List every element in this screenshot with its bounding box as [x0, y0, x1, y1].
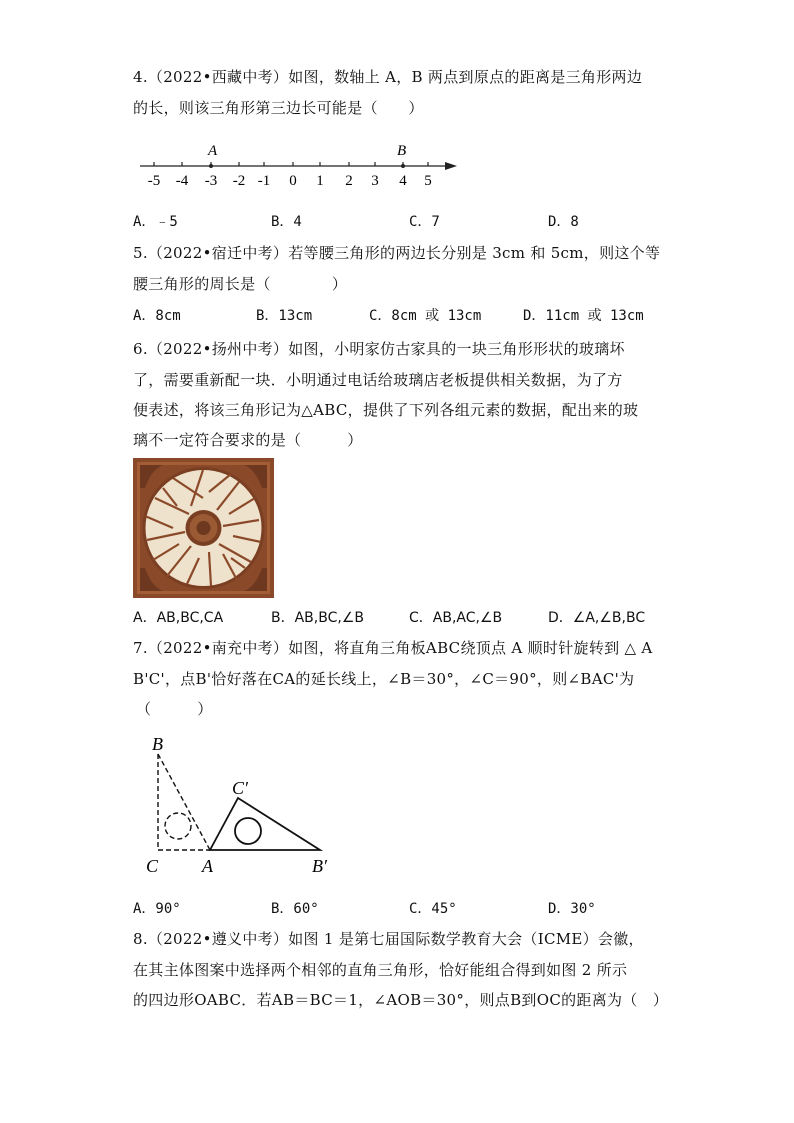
number-line-tick-label: -1: [257, 173, 271, 189]
number-line-tick-label: -4: [175, 173, 189, 189]
point-b-dot: [401, 164, 405, 168]
number-line-tick-label: 3: [371, 173, 379, 189]
q4-text-line2: 的长，则该三角形第三边长可能是（ ）: [133, 99, 424, 117]
q4-option-d: D．8: [548, 214, 579, 230]
q8-text-line1: 8.（2022•遵义中考）如图 1 是第七届国际数学教育大会（ICME）会徽，: [133, 930, 644, 948]
number-line-tick-label: 0: [289, 173, 297, 189]
number-line-tick-label: -5: [147, 173, 161, 189]
q6-option-b: B．AB,BC,∠B: [271, 610, 364, 626]
q4-option-a: A．﹣5: [133, 214, 178, 230]
label-b-prime: B′: [312, 856, 327, 876]
q4-option-b: B．4: [271, 214, 302, 230]
rotated-triangle-figure: [140, 734, 350, 882]
q7-text-line1: 7.（2022•南充中考）如图，将直角三角板ABC绕顶点 A 顺时针旋转到 △ A: [133, 639, 653, 657]
label-b: B: [152, 734, 163, 754]
number-line-tick-label: -3: [204, 173, 218, 189]
q4-text-line1: 4.（2022•西藏中考）如图，数轴上 A，B 两点到原点的距离是三角形两边: [133, 68, 643, 86]
q5-option-a: A．8cm: [133, 308, 181, 324]
lattice-window-image: [133, 458, 274, 598]
number-line-figure: [135, 138, 465, 194]
number-line-tick-label: 5: [424, 173, 432, 189]
label-c: C: [146, 856, 159, 876]
point-a-dot: [209, 164, 213, 168]
label-a: A: [202, 856, 213, 876]
q7-text-line2: B'C'，点B'恰好落在CA的延长线上，∠B＝30°，∠C＝90°，则∠BAC'为: [133, 670, 635, 688]
point-b-label: B: [397, 143, 407, 159]
q6-text-line4: 璃不一定符合要求的是（ ）: [133, 431, 363, 449]
q6-option-c: C．AB,AC,∠B: [409, 610, 503, 626]
q5-option-c: C．8cm 或 13cm: [369, 308, 482, 324]
q7-text-line3: （ ）: [136, 700, 213, 718]
q6-text-line1: 6.（2022•扬州中考）如图，小明家仿古家具的一块三角形形状的玻璃坏: [133, 340, 625, 358]
number-line-tick-label: 2: [345, 173, 353, 189]
q6-option-a: A．AB,BC,CA: [133, 610, 224, 626]
q8-text-line3: 的四边形OABC．若AB＝BC＝1，∠AOB＝30°，则点B到OC的距离为（ ）: [133, 991, 669, 1009]
q6-text-line2: 了，需要重新配一块．小明通过电话给玻璃店老板提供相关数据，为了方: [133, 371, 623, 389]
q7-option-c: C．45°: [409, 901, 457, 917]
number-line-tick-label: -2: [232, 173, 246, 189]
number-line-tick-label: 4: [399, 173, 407, 189]
q7-option-a: A．90°: [133, 901, 181, 917]
q7-option-b: B．60°: [271, 901, 319, 917]
q6-text-line3: 便表述，将该三角形记为△ABC，提供了下列各组元素的数据，配出来的玻: [133, 401, 639, 419]
q5-text-line2: 腰三角形的周长是（ ）: [133, 275, 348, 293]
q7-option-d: D．30°: [548, 901, 596, 917]
q5-text-line1: 5.（2022•宿迁中考）若等腰三角形的两边长分别是 3cm 和 5cm，则这个等: [133, 244, 661, 262]
q8-text-line2: 在其主体图案中选择两个相邻的直角三角形，恰好能组合得到如图 2 所示: [133, 961, 628, 979]
number-line-tick-label: 1: [316, 173, 324, 189]
q6-option-d: D．∠A,∠B,BC: [548, 610, 646, 626]
point-a-label: A: [208, 143, 218, 159]
label-c-prime: C′: [232, 778, 248, 798]
q5-option-b: B．13cm: [256, 308, 313, 324]
q4-option-c: C．7: [409, 214, 440, 230]
q5-option-d: D．11cm 或 13cm: [523, 308, 644, 324]
